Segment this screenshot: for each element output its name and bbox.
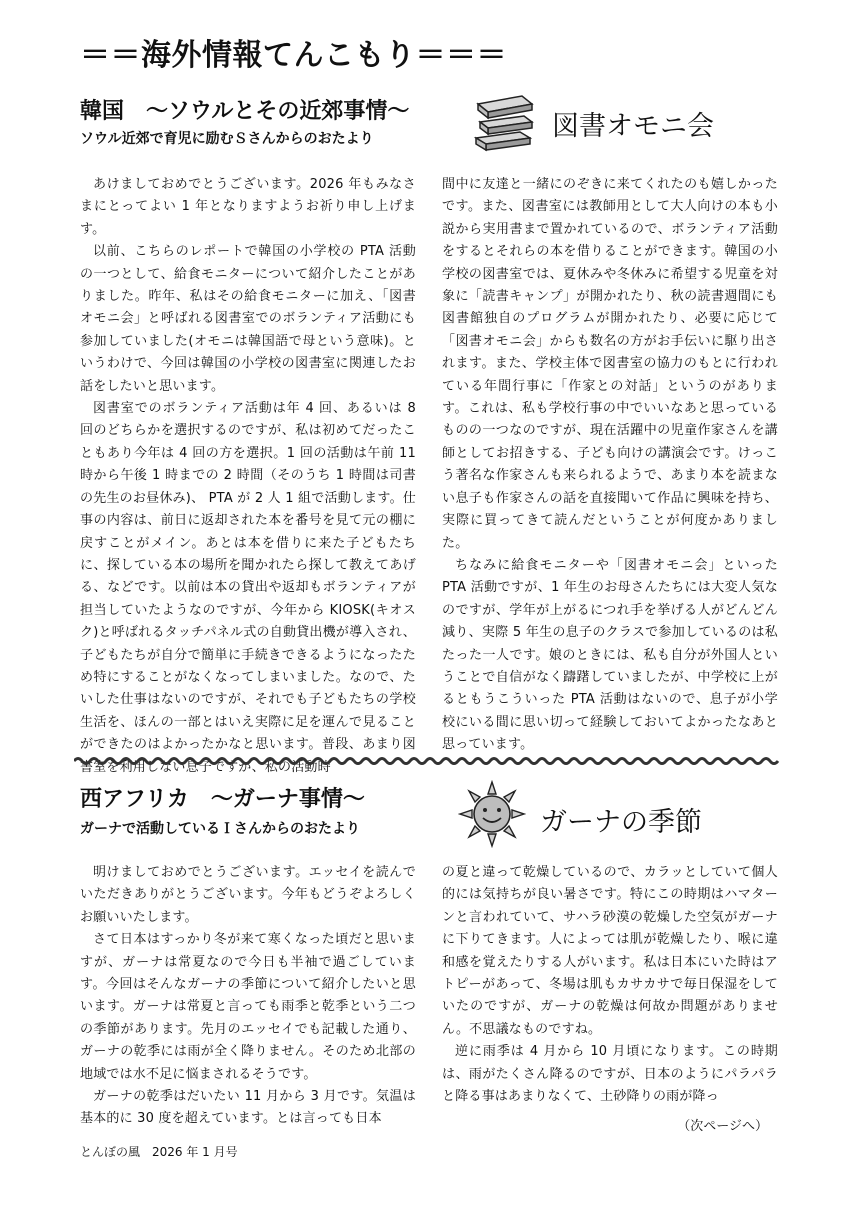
korea-right-paragraph: 間中に友達と一緒にのぞきに来てくれたのも嬉しかったです。また、図書室には教師用として大人向けの本も小説から実用書まで置かれているので、ボランティア活動をするとそれらの本を借りることができます。韓国の小学校の図書室では、夏休みや冬休みに希望する児童を対象に「読書キャンプ」が開かれたり、秋の読書週間にも図書館独自のプログラムが開かれたり、必要に応じて「図書オモニ会」からも数名の方がお手伝いに駆り出されます。また、学校主体で図書室の協力のもとに行われている年間行事に「作家との対話」というのがあります。これは、私も学校行事の中でいいなあと思っているものの一つなのですが、現在活躍中の児童作家さんを講師としてお招きする、子ども向けの講演会です。けっこう著名な作家さんも来られるようで、あまり本を読まない息子も作家さんの話を直接聞いて作品に興味を持ち、実際に買ってきて読んだということが何度かありました。 xyxy=(442,177,778,551)
ghana-left-paragraph: ガーナの乾季はだいたい 11 月から 3 月です。気温は基本的に 30 度を超えています。とは言っても日本 xyxy=(80,1089,416,1127)
book-stack-icon xyxy=(472,92,538,154)
korea-right-paragraph: ちなみに給食モニターや「図書オモニ会」といった PTA 活動ですが、1 年生のお母さんたちには大変人気なのですが、学年が上がるにつれ手を挙げる人がどんどん減り、実際 5 年生の息子のクラスで参加しているのは私たった一人です。娘のときには、私も自分が外国人ということで自信がなく躊躇していましたが、中学校に上がるともうこういった PTA 活動はないので、息子が小学校にいる間に思い切って経験しておいてよかったなあと思っています。 xyxy=(442,557,778,753)
korea-right-column xyxy=(442,174,778,757)
ghana-right-paragraph: 逆に雨季は 4 月から 10 月頃になります。この時期は、雨がたくさん降るのですが、日本のようにパラパラと降る事はあまりなくて、土砂降りの雨が降っ xyxy=(442,1044,778,1105)
smiling-sun-icon xyxy=(458,780,526,848)
ghana-left-column xyxy=(80,862,416,1131)
korea-subheading: ソウル近郊で育児に励むＳさんからのおたより xyxy=(80,131,374,147)
ghana-left-paragraph: さて日本はすっかり冬が来て寒くなった頃だと思いますが、ガーナは常夏なので今日も半袖で過ごしています。今回はそんなガーナの季節について紹介したいと思います。ガーナは常夏と言っても雨季と乾季という二つの季節があります。先月のエッセイでも記載した通り、ガーナの乾季には雨が全く降りません。そのため北部の地域では水不足に悩まされるそうです。 xyxy=(80,932,416,1082)
korea-left-paragraph: 図書室でのボランティア活動は年 4 回、あるいは 8 回のどちらかを選択するのですが、私は初めてだったこともあり今年は 4 回の方を選択。1 回の活動は午前 11 時から午後 1 時までの 2 時間（そのうち 1 時間は司書の先生のお昼休み)、 PTA が 2 人 1 組で活動します。仕事の内容は、前日に返却された本を番号を見て元の棚に戻すことがメイン。あとは本を借りに来た子どもたちに、探している本の場所を聞かれたら探して教えてあげる、などです。以前は本の貸出や返却もボランティアが担当していたようなのですが、今年から KIOSK(キオスク)と呼ばれるタッチパネル式の自動貸出機が導入され、子どもたちが自分で簡単に手続きできるようになったため特にすることがなくなってしまいました。なので、たいした仕事はないのですが、それでも子どもたちの学校生活を、ほんの一部とはいえ実際に足を運んで見ることができたのはよかったかなと思います。普段、あまり図書室を利用しない息子ですが、私の活動時 xyxy=(80,401,416,775)
ghana-feature-title: ガーナの季節 xyxy=(540,807,702,838)
section-divider xyxy=(74,754,780,768)
ghana-right-column xyxy=(442,862,778,1108)
ghana-right-paragraph: の夏と違って乾燥しているので、カラッとしていて個人的には気持ちが良い暑さです。特にこの時期はハマターンと言われていて、サハラ砂漠の乾燥した空気がガーナに下りてきます。人によっては肌が乾燥したり、喉に違和感を覚えたりする人がいます。私は日本にいた時はアトピーがあって、冬場は肌もカサカサで毎日保湿をしていたのですが、ガーナの乾燥は何故か問題がありません。不思議なものですね。 xyxy=(442,865,778,1037)
korea-left-column xyxy=(80,174,416,779)
footer-issue: とんぼの風 2026 年 1 月号 xyxy=(80,1145,238,1159)
ghana-heading: 西アフリカ ～ガーナ事情～ xyxy=(80,787,365,812)
korea-heading: 韓国 ～ソウルとその近郊事情～ xyxy=(80,99,410,124)
korea-left-paragraph: 以前、こちらのレポートで韓国の小学校の PTA 活動の一つとして、給食モニターについて紹介したことがありました。昨年、私はその給食モニターに加え、「図書オモニ会」と呼ばれる図書室でのボランティア活動にも参加していました(オモニは韓国語で母という意味)。というわけで、今回は韓国の小学校の図書室に関連したお話をしたいと思います。 xyxy=(80,244,416,394)
ghana-left-paragraph: 明けましておめでとうございます。エッセイを読んでいただきありがとうございます。今年もどうぞよろしくお願いいたします。 xyxy=(80,865,416,925)
korea-left-paragraph: あけましておめでとうございます。2026 年もみなさまにとってよい 1 年となりますようお祈り申し上げます。 xyxy=(80,177,416,237)
ghana-subheading: ガーナで活動しているＩさんからのおたより xyxy=(80,821,360,837)
next-page-note: （次ページへ） xyxy=(677,1119,768,1134)
korea-feature-title: 図書オモニ会 xyxy=(552,111,714,142)
page-title: ＝＝海外情報てんこもり＝＝＝ xyxy=(80,38,507,73)
